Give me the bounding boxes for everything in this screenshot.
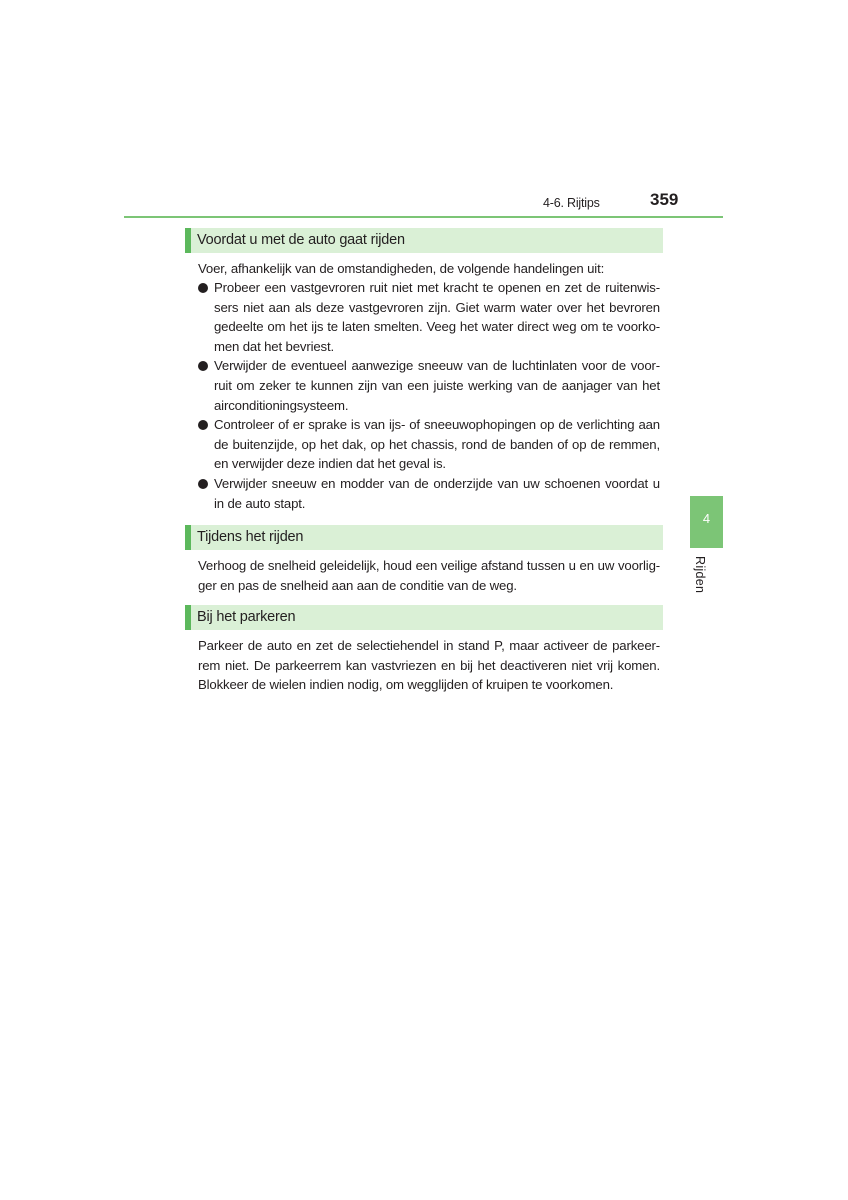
heading-before-driving: Voordat u met de auto gaat rijden [185,228,663,253]
paragraph-line: ger en pas de snelheid aan aan de conditie van de weg. [198,577,517,593]
list-item-line: ruit om zeker te kunnen zijn van een juiste werking van de aanjager van het [214,377,660,393]
list-item-line: en verwijder deze indien dat het geval is. [214,456,446,472]
list-item-line: Controleer of er sprake is van ijs- of sneeuwophopingen op de verlichting aan [214,417,660,433]
while-driving-text [198,556,660,595]
list-item-line: de buitenzijde, op het dak, op het chassis, rond de banden of op de remmen, [214,436,660,452]
list-item [198,356,660,415]
parking-text [198,636,660,695]
bullet-icon [198,479,208,489]
paragraph-line: Blokkeer de wielen indien nodig, om wegglijden of kruipen te voorkomen. [198,677,614,693]
list-item-line: gedeelte om het ijs te laten smelten. Veeg het water direct weg om te voorko- [214,319,660,335]
heading-while-driving: Tijdens het rijden [185,525,663,550]
chapter-tab: 4 [690,496,723,548]
bullet-icon [198,283,208,293]
list-item-line: Verwijder de eventueel aanwezige sneeuw van de luchtinlaten voor de voor- [214,358,660,374]
paragraph-line: Parkeer de auto en zet de selectiehendel in stand P, maar activeer de parkeer- [198,638,660,653]
list-item [198,278,660,356]
list-item-line: Verwijder sneeuw en modder van de onderzijde van uw schoenen voordat u [214,475,660,491]
list-item-line: sers niet aan als deze vastgevroren zijn. Giet warm water over het bevroren [214,299,660,315]
heading-parking: Bij het parkeren [185,605,663,630]
list-item [198,474,660,513]
bullet-icon [198,420,208,430]
paragraph-line: Verhoog de snelheid geleidelijk, houd een veilige afstand tussen u en uw voorlig- [198,558,660,573]
list-item-line: in de auto stapt. [214,495,306,511]
preparation-list [198,278,660,513]
bullet-icon [198,361,208,371]
list-item-line: men dat het bevriest. [214,338,334,354]
paragraph-line: rem niet. De parkeerrem kan vastvriezen en bij het deactiveren niet vrij komen. [198,657,660,673]
header-divider [124,216,723,218]
list-item [198,415,660,474]
intro-line: Voer, afhankelijk van de omstandigheden, de volgende handelingen uit: [198,261,605,276]
list-item-line: airconditioningsysteem. [214,397,349,413]
chapter-label: Rijden [693,556,707,594]
page-number: 359 [650,190,679,209]
section-title: 4-6. Rijtips [543,196,600,210]
list-item-line: Probeer een vastgevroren ruit niet met kracht te openen en zet de ruitenwis- [214,280,660,295]
intro-text [198,259,660,279]
